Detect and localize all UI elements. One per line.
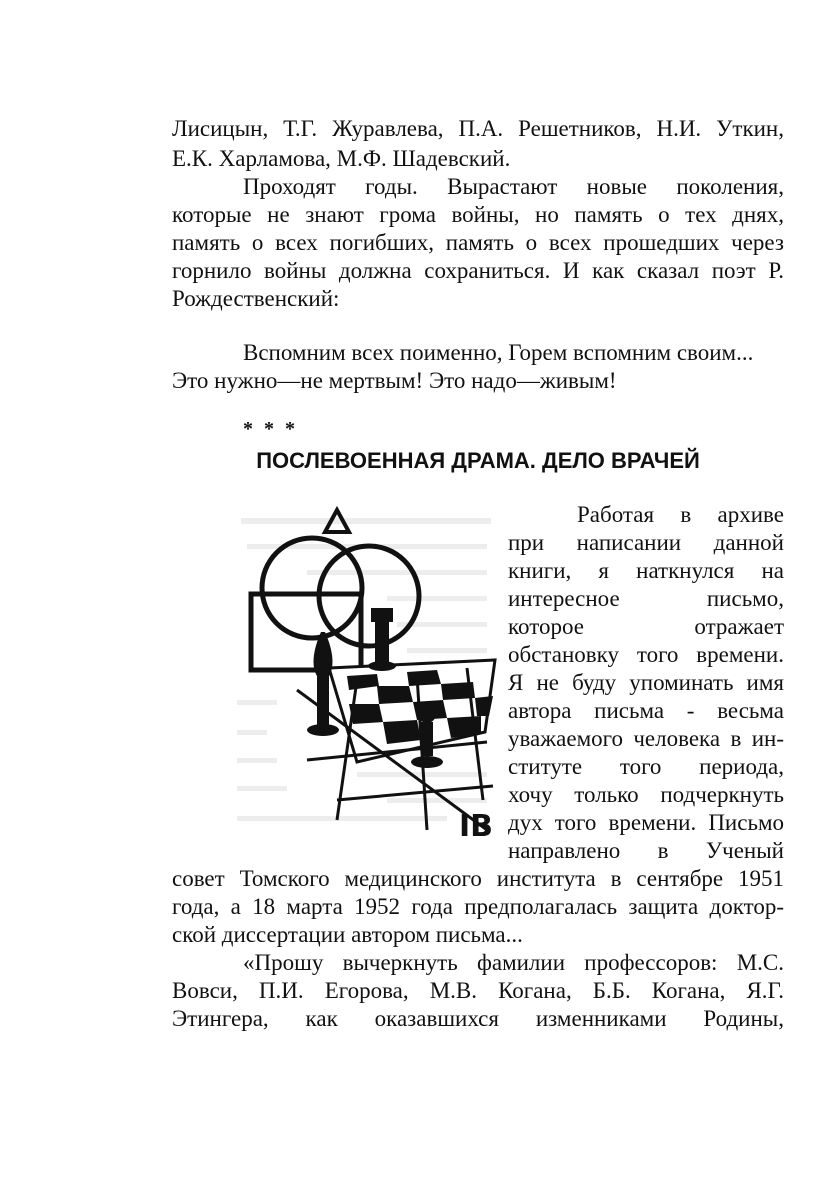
text-line: Проходят годы. Вырастают новые поколения, (243, 174, 784, 199)
column-line: Работая в архиве (577, 502, 784, 527)
column-line: при написании данной (508, 530, 784, 555)
section-separator: * * * (243, 418, 298, 440)
section-heading: ПОСЛЕВОЕННАЯ ДРАМА. ДЕЛО ВРАЧЕЙ (256, 448, 700, 473)
text-line: память о всех погибших, память о всех прошедших через (172, 230, 784, 255)
text-line: года, а 18 марта 1952 года предполагалась защита доктор- (172, 894, 784, 919)
text-line: ской диссертации автором письма... (172, 922, 523, 947)
quote-line: Вспомним всех поименно, Горем вспомним своим... (243, 340, 754, 365)
chess-board-illustration-icon (237, 500, 499, 852)
column-line: интересное письмо, (508, 586, 784, 611)
text-line: «Прошу вычеркнуть фамилии профессоров: М.С. (243, 950, 784, 975)
text-line: горнило войны должна сохраниться. И как сказал поэт Р. (172, 258, 784, 283)
text-line: Этингера, как оказавшихся изменниками Родины, (172, 1006, 784, 1031)
column-line: дух того времени. Письмо (508, 810, 784, 835)
text-line: Вовси, П.И. Егорова, М.В. Когана, Б.Б. Когана, Я.Г. (172, 978, 784, 1003)
column-line: книги, я наткнулся на (508, 558, 784, 583)
column-line: направлено в Ученый (508, 838, 784, 863)
text-line: Лисицын, Т.Г. Журавлева, П.А. Решетников, Н.И. Уткин, (172, 116, 784, 141)
text-line: Е.К. Харламова, М.Ф. Шадевский. (172, 146, 511, 171)
quote-line: Это нужно—не мертвым! Это надо—живым! (172, 368, 617, 393)
column-line: Я не буду упоминать имя (508, 670, 784, 695)
column-line: хочу только подчеркнуть (508, 782, 784, 807)
text-line: Рождественский: (172, 286, 340, 311)
column-line: уважаемого человека в ин- (508, 726, 784, 751)
monogram-icon: IB (459, 809, 494, 844)
text-line: совет Томского медицинского института в сентябре 1951 (172, 866, 784, 891)
column-line: ституте того периода, (508, 754, 784, 779)
column-line: обстановку того времени. (508, 642, 784, 667)
column-line: автора письма - весьма (508, 698, 784, 723)
column-line: которое отражает (508, 614, 784, 639)
text-line: которые не знают грома войны, но память о тех днях, (172, 202, 784, 227)
